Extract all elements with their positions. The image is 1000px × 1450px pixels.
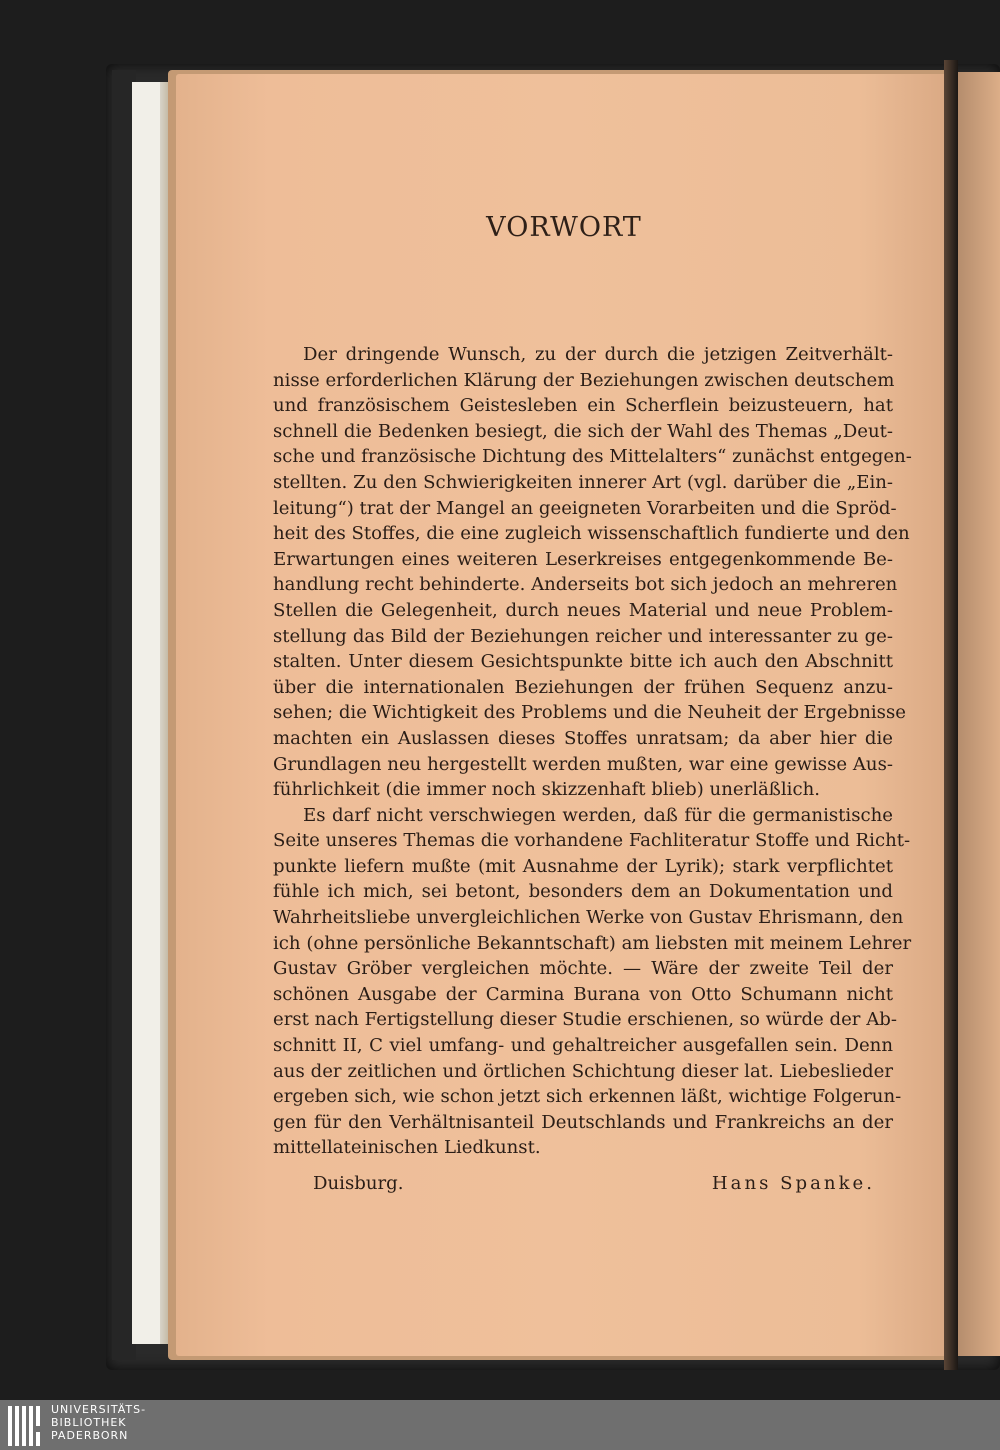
text-line: schnitt II, C viel umfang- und gehaltreicher ausgefallen sein. Denn [273,1035,893,1057]
text-line: Grundlagen neu hergestellt werden mußten, war eine gewisse Aus- [273,753,893,775]
text-line: ich (ohne persönliche Bekanntschaft) am liebsten mit meinem Lehrer [273,932,912,954]
text-line: mittellateinischen Liedkunst. [273,1137,541,1159]
library-name [51,1403,146,1442]
text-line: schönen Ausgabe der Carmina Burana von Otto Schumann nicht [273,983,893,1005]
text-line: stalten. Unter diesem Gesichtspunkte bitte ich auch den Abschnitt [273,651,893,673]
text-line: gen für den Verhältnisanteil Deutschlands und Frankreichs an der [273,1111,893,1133]
text-line: stellten. Zu den Schwierigkeiten innerer Art (vgl. darüber die „Ein- [273,471,893,493]
text-line: Gustav Gröber vergleichen möchte. — Wäre der zweite Teil der [273,958,893,980]
text-line: sehen; die Wichtigkeit des Problems und die Neuheit der Ergebnisse [273,702,906,724]
text-line: erst nach Fertigstellung dieser Studie erschienen, so würde der Ab- [273,1009,897,1031]
text-line: sche und französische Dichtung des Mittelalters“ zunächst entgegen- [273,446,912,468]
text-line: schnell die Bedenken besiegt, die sich der Wahl des Themas „Deut- [273,420,893,442]
text-line: aus der zeitlichen und örtlichen Schichtung dieser lat. Liebeslieder [273,1060,893,1082]
text-line: handlung recht behinderte. Anderseits bot sich jedoch an mehreren [273,574,898,596]
text-line: heit des Stoffes, die eine zugleich wissenschaftlich fundierte und den [273,523,910,545]
text-line: leitung“) trat der Mangel an geeigneten Vorarbeiten und die Spröd- [273,497,897,519]
text-line: führlichkeit (die immer noch skizzenhaft blieb) unerläßlich. [273,779,820,801]
library-footer-bar [0,1400,1000,1450]
text-line: Erwartungen eines weiteren Leserkreises entgegenkommende Be- [273,548,893,570]
closing-line [273,1171,893,1197]
text-line: Wahrheitsliebe unvergleichlichen Werke von Gustav Ehrismann, den [273,907,904,929]
preface-text [273,342,912,1161]
text-line: Stellen die Gelegenheit, durch neues Material und neue Problem- [273,599,893,621]
text-line: Es darf nicht verschwiegen werden, daß für die germanistische [303,804,893,826]
library-logo-icon [8,1404,44,1446]
text-line: stellung das Bild der Beziehungen reicher und interessanter zu ge- [273,625,893,647]
author-signature: Hans Spanke. [711,1173,875,1194]
library-name-line: PADERBORN [51,1429,129,1442]
library-name-line: BIBLIOTHEK [51,1416,127,1429]
text-line: nisse erforderlichen Klärung der Beziehungen zwischen deutschem [273,369,895,391]
text-line: Seite unseres Themas die vorhandene Fachliteratur Stoffe und Richt- [273,830,911,852]
text-line: machten ein Auslassen dieses Stoffes unratsam; da aber hier die [273,727,893,749]
text-line: ergeben sich, wie schon jetzt sich erkennen läßt, wichtige Folgerun- [273,1086,902,1108]
library-name-line: UNIVERSITÄTS- [51,1403,147,1416]
page-title: VORWORT [486,212,642,243]
text-line: über die internationalen Beziehungen der frühen Sequenz anzu- [273,676,893,698]
place: Duisburg. [313,1173,404,1194]
book-gutter [944,60,958,1370]
text-line: punkte liefern mußte (mit Ausnahme der Lyrik); stark verpflichtet [273,855,893,877]
text-line: Der dringende Wunsch, zu der durch die jetzigen Zeitverhält- [303,344,893,365]
facing-page-edge [958,72,1000,1356]
text-line: und französischem Geistesleben ein Scherflein beizusteuern, hat [273,395,893,417]
text-line: fühle ich mich, sei betont, besonders dem an Dokumentation und [273,881,893,903]
